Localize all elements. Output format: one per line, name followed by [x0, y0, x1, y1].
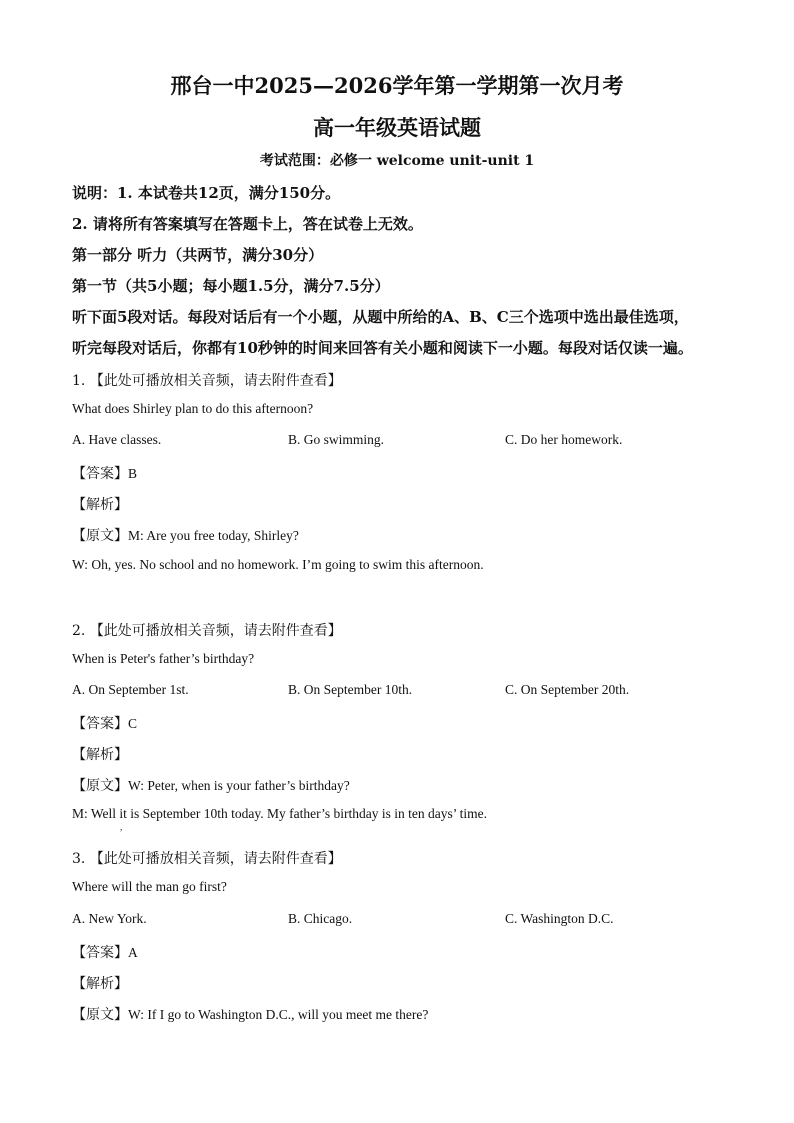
- q2-original-line-1: W: Peter, when is your father’s birthday?: [128, 778, 350, 793]
- q1-answer-value: B: [128, 466, 138, 481]
- q1-audio-note: 1. 【此处可播放相关音频，请去附件查看】: [72, 373, 342, 389]
- q3-question: Where will the man go first?: [72, 879, 227, 894]
- q3-option-b: B. Chicago.: [288, 911, 353, 926]
- q2-answer: [72, 713, 137, 733]
- answer-label: 【答案】: [72, 945, 128, 961]
- original-label: 【原文】: [72, 1007, 128, 1023]
- q2-question: When is Peter's father’s birthday?: [72, 651, 255, 666]
- original-label: 【原文】: [72, 528, 128, 544]
- q3-answer: [72, 942, 138, 962]
- original-label: 【原文】: [72, 778, 128, 794]
- q2-option-c: C. On September 20th.: [505, 682, 630, 697]
- q3-original: [72, 1004, 428, 1024]
- stray-comma-mark: ,: [120, 822, 123, 832]
- answer-label: 【答案】: [72, 466, 128, 482]
- directions-line-2: 听完每段对话后，你都有10秒钟的时间来回答有关小题和阅读下一小题。每段对话仅读一遍。: [72, 339, 693, 357]
- q1-question: What does Shirley plan to do this afternoon?: [72, 401, 314, 416]
- q3-option-a: A. New York.: [72, 911, 147, 926]
- q3-original-line-1: W: If I go to Washington D.C., will you meet me there?: [128, 1007, 429, 1022]
- section-heading: 第一节（共5小题；每小题1.5分，满分7.5分）: [72, 277, 390, 295]
- exam-subtitle: 高一年级英语试题: [313, 115, 481, 140]
- q2-original-line-2: M: Well it is September 10th today. My father’s birthday is in ten days’ time.: [72, 806, 487, 821]
- q1-original-line-2: W: Oh, yes. No school and no homework. I’m going to swim this afternoon.: [72, 557, 484, 572]
- q2-original: [72, 775, 350, 795]
- q1-original: [72, 525, 299, 545]
- q3-analysis-label: 【解析】: [72, 976, 128, 992]
- part-heading: 第一部分 听力（共两节，满分30分）: [72, 246, 324, 264]
- q2-audio-note: 2. 【此处可播放相关音频，请去附件查看】: [72, 623, 342, 639]
- q2-answer-value: C: [128, 716, 138, 731]
- q3-option-c: C. Washington D.C.: [505, 911, 614, 926]
- q2-option-a: A. On September 1st.: [72, 682, 189, 697]
- q1-answer: [72, 463, 137, 483]
- q1-option-b: B. Go swimming.: [288, 432, 385, 447]
- exam-title: 邢台一中2025—2026学年第一学期第一次月考: [170, 73, 624, 98]
- instruction-line-2: 2. 请将所有答案填写在答题卡上，答在试卷上无效。: [72, 215, 423, 233]
- q1-original-line-1: M: Are you free today, Shirley?: [128, 528, 299, 543]
- directions-line-1: 听下面5段对话。每段对话后有一个小题，从题中所给的A、B、C三个选项中选出最佳选项，: [72, 308, 689, 326]
- q3-audio-note: 3. 【此处可播放相关音频，请去附件查看】: [72, 851, 342, 867]
- exam-scope: 考试范围：必修一 welcome unit-unit 1: [259, 153, 535, 169]
- instruction-line-1: 说明：1. 本试卷共12页，满分150分。: [72, 184, 341, 202]
- q1-option-c: C. Do her homework.: [505, 432, 623, 447]
- answer-label: 【答案】: [72, 716, 128, 732]
- q3-answer-value: A: [128, 945, 138, 960]
- q2-analysis-label: 【解析】: [72, 747, 128, 763]
- q1-analysis-label: 【解析】: [72, 497, 128, 513]
- q1-option-a: A. Have classes.: [72, 432, 162, 447]
- q2-option-b: B. On September 10th.: [288, 682, 413, 697]
